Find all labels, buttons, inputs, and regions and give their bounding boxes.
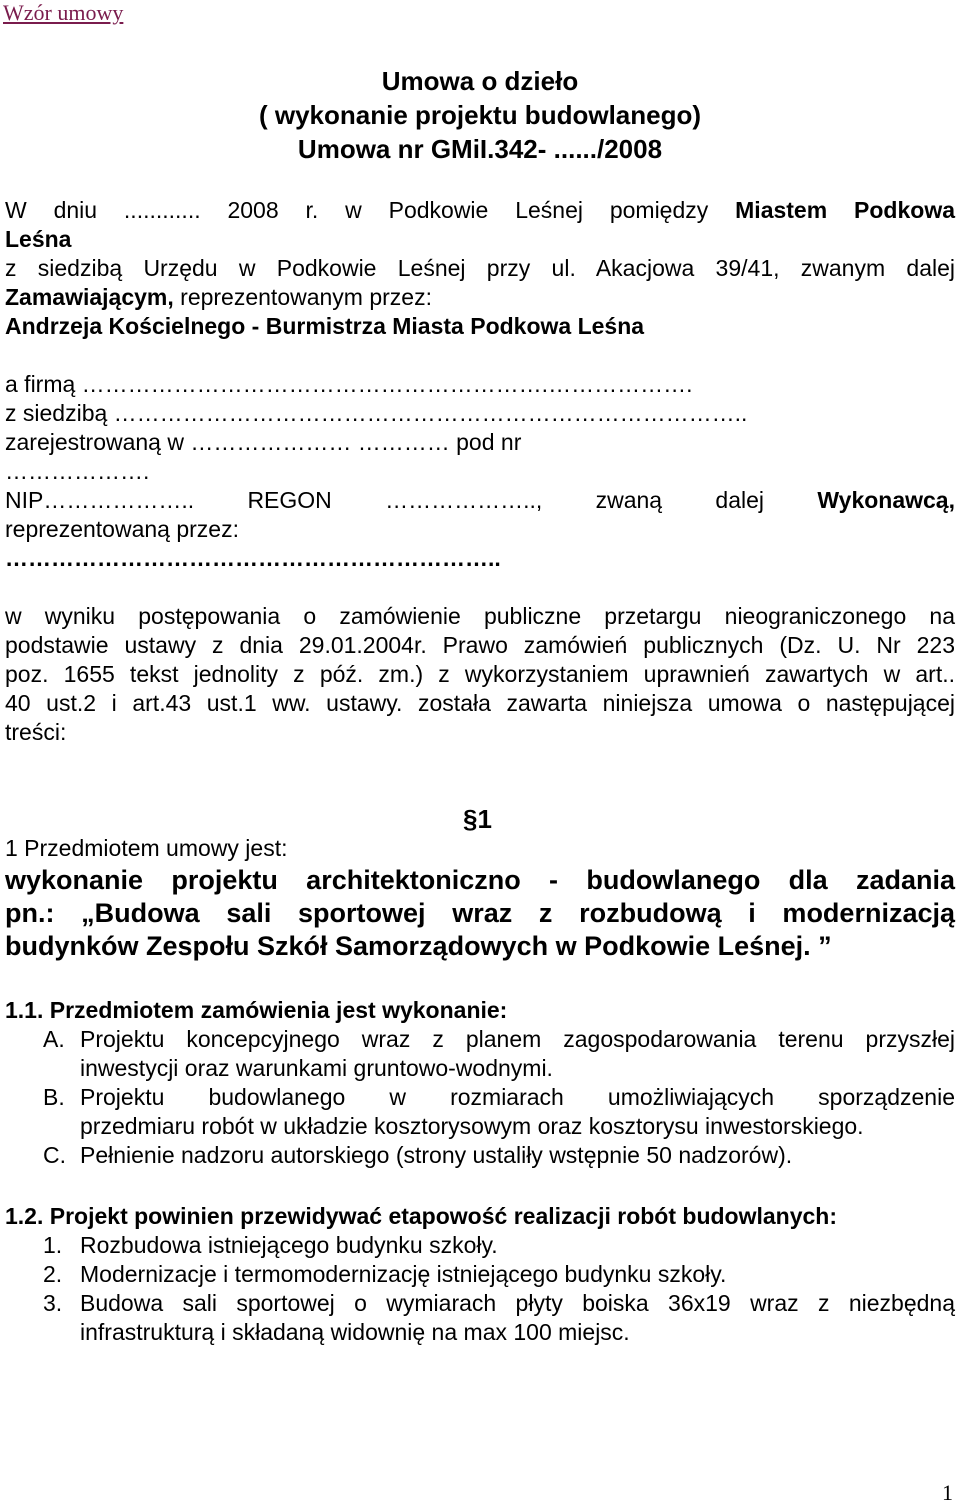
list-item-continuation: inwestycji oraz warunkami gruntowo-wodnymi.: [80, 1055, 553, 1081]
list-marker: A.: [43, 1026, 65, 1052]
subject-line-3: budynków Zespołu Szkół Samorządowych w Podkowie Leśnej. ”: [5, 931, 832, 961]
contract-title: Umowa o dzieło: [381, 66, 579, 96]
page-number: 1: [942, 1480, 953, 1505]
number-line: ……………….: [5, 458, 150, 484]
city-line: Leśna: [5, 226, 72, 252]
date-line: W dniu ............ 2008 r. w Podkowie Leśnej pomiędzy Miastem Podkowa: [5, 197, 955, 223]
basis-line-5: treści:: [5, 719, 67, 745]
section-sign: §1: [463, 804, 492, 834]
list-item: Rozbudowa istniejącego budynku szkoły.: [80, 1232, 498, 1258]
basis-line-2: podstawie ustawy z dnia 29.01.2004r. Prawo zamówień publicznych (Dz. U. Nr 223: [5, 632, 955, 658]
list-marker: 2.: [43, 1261, 63, 1287]
subject-line-1: wykonanie projektu architektoniczno - budowlanego dla zadania: [5, 865, 955, 895]
orderer-line: Zamawiającym, reprezentowanym przez:: [5, 284, 432, 310]
p12-heading: 1.2. Projekt powinien przewidywać etapowość realizacji robót budowlanych:: [5, 1203, 838, 1229]
contract-number: Umowa nr GMiI.342- ....../2008: [297, 134, 663, 164]
basis-line-1: w wyniku postępowania o zamówienie publiczne przetargu nieograniczonego na: [5, 603, 955, 629]
representative-line: Andrzeja Kościelnego - Burmistrza Miasta Podkowa Leśna: [5, 313, 645, 339]
list-item: Pełnienie nadzoru autorskiego (strony ustaliły wstępnie 50 nadzorów).: [80, 1142, 793, 1168]
subject-label: 1 Przedmiotem umowy jest:: [5, 835, 288, 861]
nip-regon-line: NIP……………….. REGON ……………….., zwaną dalej Wykonawcą,: [5, 487, 955, 513]
list-item-continuation: przedmiaru robót w układzie kosztorysowym oraz kosztorysu inwestorskiego.: [80, 1113, 864, 1139]
p11-heading: 1.1. Przedmiotem zamówienia jest wykonanie:: [5, 997, 508, 1023]
seat-line: z siedzibą Urzędu w Podkowie Leśnej przy ul. Akacjowa 39/41, zwanym dalej: [5, 255, 955, 281]
list-marker: 1.: [43, 1232, 63, 1258]
list-marker: C.: [43, 1142, 66, 1168]
header-link[interactable]: Wzór umowy: [3, 0, 124, 25]
list-item: Budowa sali sportowej o wymiarach płyty boiska 36x19 wraz z niezbędną: [80, 1290, 955, 1316]
contract-subtitle: ( wykonanie projektu budowlanego): [258, 100, 702, 130]
seat2-line: z siedzibą ………………………………………………………………………..: [5, 400, 748, 426]
list-marker: 3.: [43, 1290, 63, 1316]
subject-line-2: pn.: „Budowa sali sportowej wraz z rozbudową i modernizacją: [5, 898, 955, 928]
list-item-continuation: infrastrukturą i składaną widownię na max 100 miejsc.: [80, 1319, 630, 1345]
list-item: Modernizacje i termomodernizację istniejącego budynku szkoły.: [80, 1261, 727, 1287]
basis-line-4: 40 ust.2 i art.43 ust.1 ww. ustawy. została zawarta niniejsza umowa o następującej: [5, 690, 955, 716]
represented-line: reprezentowaną przez:: [5, 516, 239, 542]
list-item: Projektu koncepcyjnego wraz z planem zagospodarowania terenu przyszłej: [80, 1026, 955, 1052]
basis-line-3: poz. 1655 tekst jednolity z póź. zm.) z wykorzystaniem uprawnień zawartych w art..: [5, 661, 955, 687]
list-marker: B.: [43, 1084, 65, 1110]
list-item: Projektu budowlanego w rozmiarach umożliwiających sporządzenie: [80, 1084, 955, 1110]
registered-line: zarejestrowaną w ………………… ………… pod nr: [5, 429, 522, 455]
dots-line: ………………………………………………………..: [5, 545, 501, 571]
firm-line: a firmą …………………………………………………….……………….: [5, 371, 693, 397]
